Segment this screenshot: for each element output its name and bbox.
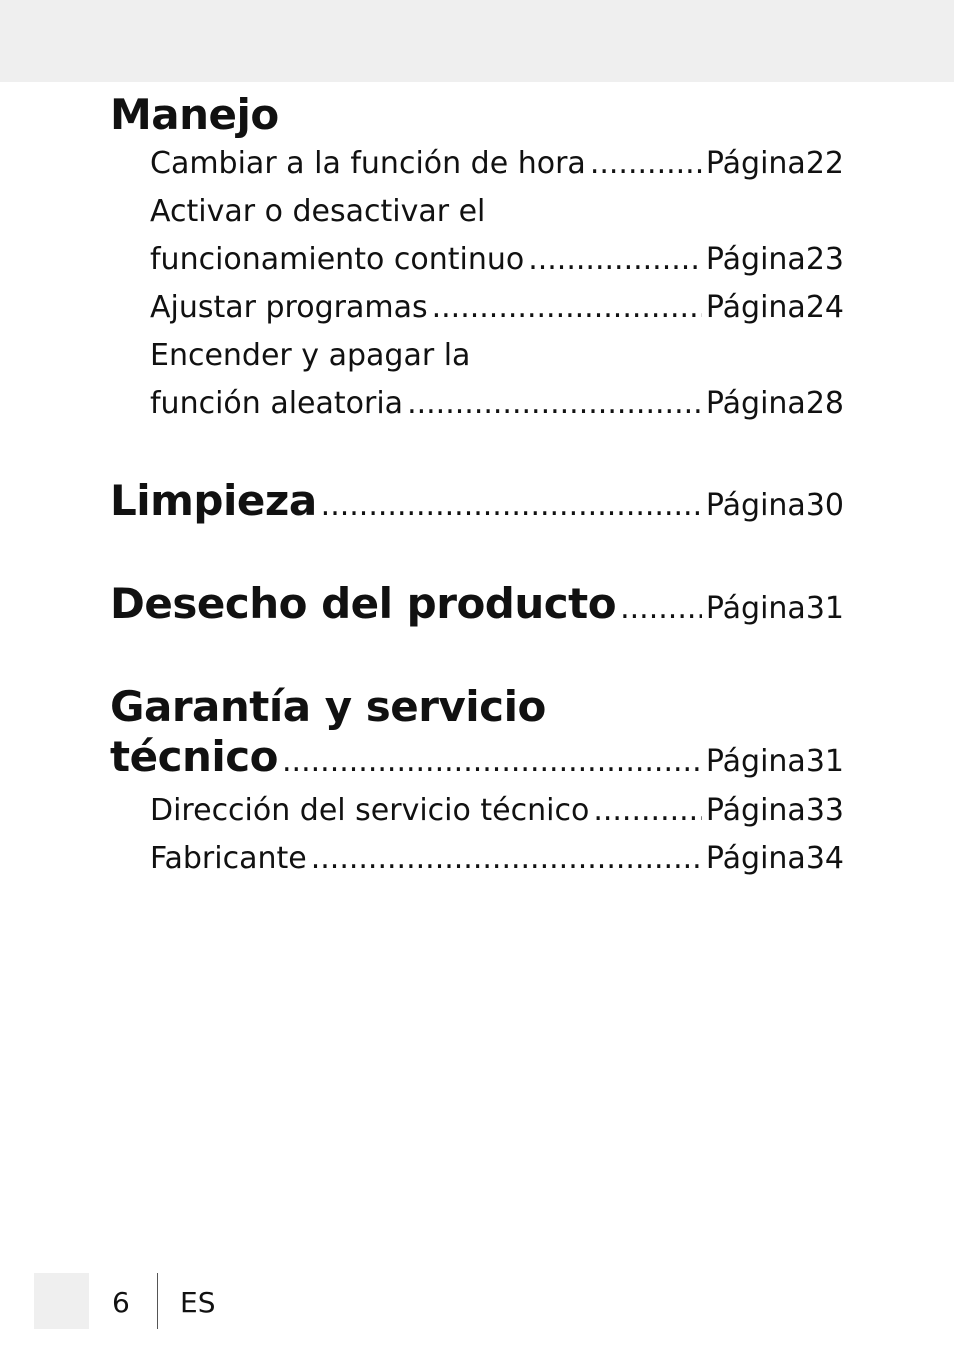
page-number: 24 xyxy=(805,290,844,325)
dot-leader xyxy=(593,787,702,835)
heading-desecho: Desecho del producto xyxy=(110,579,617,628)
page-number: 28 xyxy=(805,386,844,421)
toc-entry-funcionamiento-continuo[interactable] xyxy=(110,236,844,284)
page-word: Página xyxy=(705,488,806,523)
entry-label-line1: Activar o desactivar el xyxy=(150,194,486,229)
page-word: Página xyxy=(705,591,806,626)
page-word: Página xyxy=(705,290,806,325)
page-word: Página xyxy=(705,242,806,277)
toc-entry-funcion-aleatoria[interactable] xyxy=(110,380,844,428)
entry-label: funcionamiento continuo xyxy=(150,242,525,277)
page-number: 30 xyxy=(805,488,844,523)
entry-label: Ajustar programas xyxy=(150,290,428,325)
entry-label: Cambiar a la función de hora xyxy=(150,146,586,181)
page-number: 33 xyxy=(805,793,844,828)
section-manejo xyxy=(110,90,844,428)
dot-leader xyxy=(432,284,702,332)
footer-language: ES xyxy=(180,1286,216,1319)
entry-label: función aleatoria xyxy=(150,386,404,421)
dot-leader xyxy=(407,380,702,428)
page-word: Página xyxy=(705,793,806,828)
page-word: Página xyxy=(705,386,806,421)
dot-leader xyxy=(528,236,702,284)
heading-garantia-line2: técnico xyxy=(110,732,279,781)
toc-entry-cambiar-hora[interactable] xyxy=(110,140,844,188)
dot-leader xyxy=(282,737,702,787)
spacer xyxy=(110,428,844,476)
toc-entry-direccion-servicio[interactable] xyxy=(110,787,844,835)
spacer xyxy=(110,634,844,682)
toc-entry-fabricante[interactable] xyxy=(110,835,844,883)
table-of-contents xyxy=(110,90,844,883)
page-word: Página xyxy=(705,744,806,779)
dot-leader xyxy=(311,835,702,883)
entry-label: Dirección del servicio técnico xyxy=(150,793,590,828)
footer-page-number: 6 xyxy=(112,1286,130,1319)
dot-leader xyxy=(590,140,702,188)
dot-leader xyxy=(321,481,702,531)
page-word: Página xyxy=(705,841,806,876)
heading-manejo: Manejo xyxy=(110,90,279,139)
page-number: 34 xyxy=(805,841,844,876)
footer-tab xyxy=(34,1273,89,1329)
toc-entry-limpieza[interactable] xyxy=(110,476,844,531)
entry-label: Fabricante xyxy=(150,841,307,876)
top-band xyxy=(0,0,954,82)
section-garantia xyxy=(110,682,844,883)
page-number: 22 xyxy=(805,146,844,181)
entry-label-line1: Encender y apagar la xyxy=(150,338,471,373)
heading-limpieza: Limpieza xyxy=(110,476,317,525)
spacer xyxy=(110,531,844,579)
page-number: 31 xyxy=(805,591,844,626)
dot-leader xyxy=(620,584,702,634)
page-word: Página xyxy=(705,146,806,181)
heading-garantia-line1: Garantía y servicio xyxy=(110,682,546,731)
toc-entry-ajustar-programas[interactable] xyxy=(110,284,844,332)
page-number: 31 xyxy=(805,744,844,779)
footer-divider xyxy=(157,1273,158,1329)
toc-entry-desecho[interactable] xyxy=(110,579,844,634)
toc-entry-garantia[interactable] xyxy=(110,732,844,787)
page-number: 23 xyxy=(805,242,844,277)
